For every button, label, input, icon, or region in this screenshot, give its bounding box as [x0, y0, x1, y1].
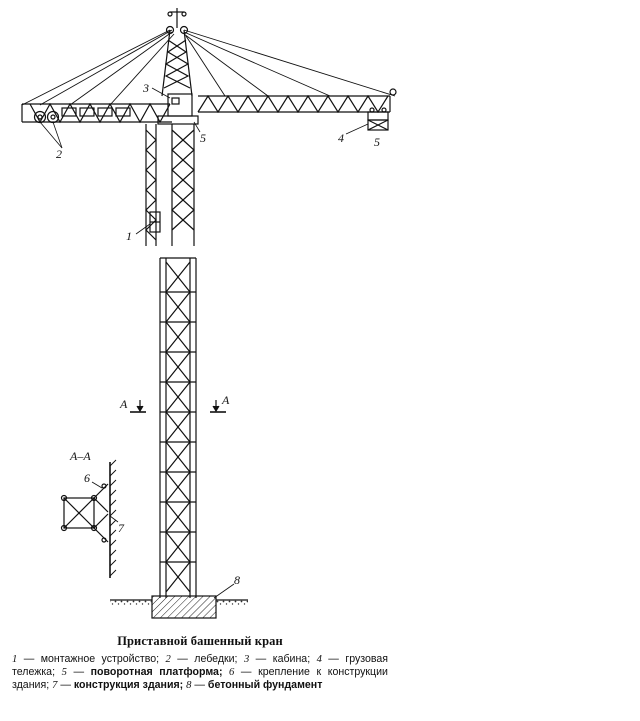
- legend-number: 4: [316, 654, 322, 665]
- callout-5-trolley: 5: [374, 135, 380, 149]
- callout-6: 6: [84, 471, 90, 485]
- callout-3: 3: [143, 81, 149, 95]
- legend-text: лебедки;: [194, 653, 238, 665]
- callout-5: 5: [200, 131, 206, 145]
- foundation: [110, 596, 248, 618]
- section-mark-left: A: [120, 397, 128, 411]
- leader-lines: [40, 88, 368, 598]
- legend-text: конструкция здания;: [73, 679, 184, 691]
- slewing-platform: [158, 116, 198, 124]
- jib: [22, 89, 396, 123]
- legend-number: 8: [186, 680, 192, 691]
- legend-number: 7: [52, 680, 58, 691]
- legend-number: 1: [12, 654, 18, 665]
- legend-text: грузовая тележка;: [12, 653, 389, 678]
- legend-number: 5: [61, 667, 67, 678]
- section-mark-right: A: [222, 393, 230, 407]
- section-title: A–A: [70, 449, 91, 463]
- section-marks: [130, 400, 226, 412]
- legend-text: монтажное устройство;: [40, 653, 160, 665]
- legend-number: 6: [229, 667, 235, 678]
- callout-2: 2: [56, 147, 62, 161]
- legend-number: 2: [165, 654, 171, 665]
- callout-4: 4: [338, 131, 344, 145]
- cabin: [168, 94, 192, 116]
- legend-text: поворотная платформа;: [90, 666, 223, 678]
- figure-legend: 1 — монтажное устройство; 2 — лебедки; 3 — кабина; 4 — грузовая тележка; 5 — поворотная платформа; 6 — крепление к конструкции здания; 7 — конструкция здания; 8 — бетонный фундамент: [12, 653, 389, 691]
- stay-ropes: [22, 30, 395, 105]
- legend-text: крепление к конструкции здания;: [12, 666, 388, 691]
- crane-head: [158, 8, 198, 124]
- legend-text: кабина;: [272, 653, 311, 665]
- tower-lower: [160, 258, 196, 598]
- legend-text: бетонный фундамент: [207, 679, 323, 691]
- callout-7: 7: [118, 521, 124, 535]
- callout-1: 1: [126, 229, 132, 243]
- figure-caption-title: Приставной башенный кран: [117, 634, 283, 648]
- callout-8: 8: [234, 573, 240, 587]
- tower-upper: [146, 124, 194, 246]
- legend-number: 3: [243, 654, 250, 665]
